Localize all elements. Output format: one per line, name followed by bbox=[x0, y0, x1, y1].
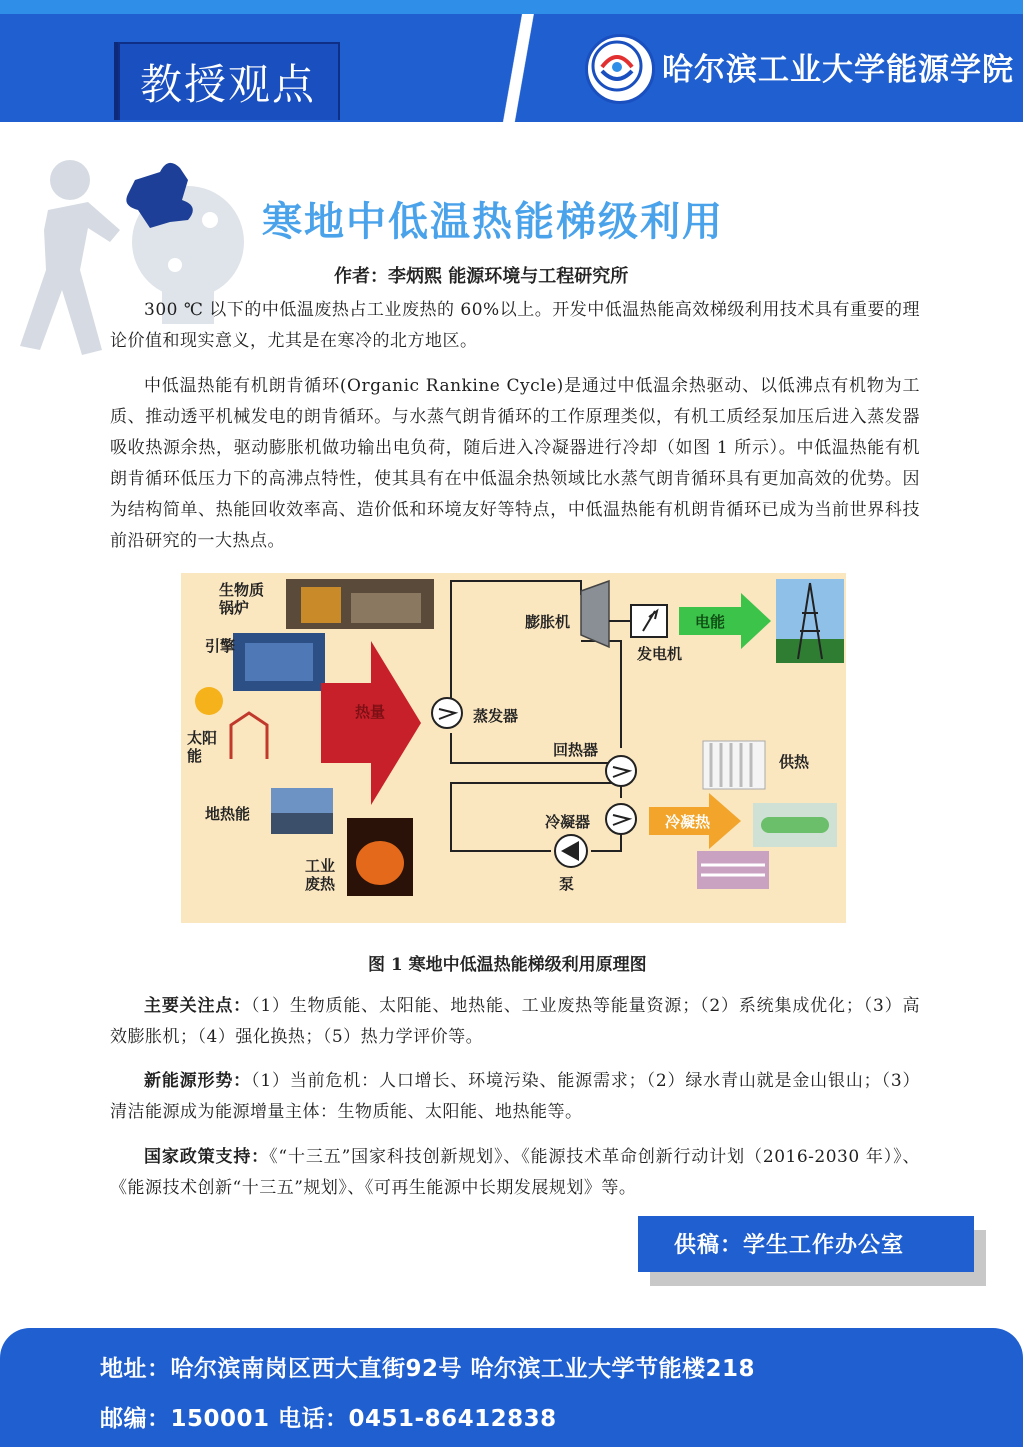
footer-contact: 邮编：150001 电话：0451-86412838 bbox=[100, 1406, 557, 1432]
focus-text: （1）生物质能、太阳能、地热能、工业废热等能量资源；（2）系统集成优化；（3）高效膨胀机；（4）强化换热；（5）热力学评价等。 bbox=[110, 996, 921, 1047]
paragraph-focus bbox=[110, 991, 920, 1053]
label-solar: 太阳能 bbox=[187, 729, 218, 765]
sun-image bbox=[195, 687, 223, 715]
label-regenerator: 回热器 bbox=[553, 741, 599, 759]
focus-label: 主要关注点： bbox=[144, 996, 252, 1016]
label-generator: 发电机 bbox=[637, 645, 683, 663]
policy-label: 国家政策支持： bbox=[144, 1147, 270, 1167]
label-industrial-waste-heat: 工业废热 bbox=[305, 857, 336, 893]
label-engine: 引擎 bbox=[205, 637, 236, 655]
situation-label: 新能源形势： bbox=[144, 1071, 252, 1091]
figure-caption: 图 1 寒地中低温热能梯级利用原理图 bbox=[368, 955, 647, 975]
label-electricity: 电能 bbox=[695, 613, 726, 631]
contributor-box bbox=[638, 1216, 974, 1272]
label-geothermal: 地热能 bbox=[205, 805, 251, 823]
paragraph-orc: 中低温热能有机朗肯循环(Organic Rankine Cycle)是通过中低温余热驱动、以低沸点有机物为工质、推动透平机械发电的朗肯循环。与水蒸气朗肯循环的工作原理类似，有机工质经泵加压后进入蒸发器吸收热源余热，驱动膨胀机做功输出电负荷，随后进入冷凝器进行冷却（如图 1 所示）。中低温热能有机朗肯循环低压力下的高沸点特性，使其具有在中低温余热领域比水蒸气朗肯循环具有更加高效的优势。因为结构简单、热能回收效率高、造价低和环境友好等特点，中低温热能有机朗肯循环已成为当前世界科技前沿研究的一大热点。 bbox=[110, 376, 920, 551]
label-evaporator: 蒸发器 bbox=[473, 707, 519, 725]
section-title: 教授观点 bbox=[140, 60, 317, 109]
footer-banner bbox=[0, 1328, 1023, 1447]
header-top-strip bbox=[0, 0, 1023, 14]
label-expander: 膨胀机 bbox=[525, 613, 571, 631]
label-pump: 泵 bbox=[559, 875, 575, 893]
paragraph-policy bbox=[110, 1142, 920, 1204]
heat-arrow bbox=[321, 641, 421, 805]
label-condensation-heat: 冷凝热 bbox=[665, 813, 711, 831]
header-banner bbox=[0, 0, 1023, 122]
paragraph-intro: 300 ℃ 以下的中低温废热占工业废热的 60%以上。开发中低温热能高效梯级利用技术具有重要的理论价值和现实意义，尤其是在寒冷的北方地区。 bbox=[110, 300, 920, 351]
label-heat: 热量 bbox=[355, 703, 386, 721]
expander-symbol bbox=[581, 581, 609, 647]
footer-address: 地址：哈尔滨南岗区西大直街92号 哈尔滨工业大学节能楼218 bbox=[100, 1356, 756, 1382]
article-title: 寒地中低温热能梯级利用 bbox=[262, 199, 724, 245]
policy-text: 《“十三五”国家科技创新规划》、《能源技术革命创新行动计划（2016-2030 年）》、《能源技术创新“十三五”规划》、《可再生能源中长期发展规划》等。 bbox=[110, 1147, 921, 1198]
institution-name: 哈尔滨工业大学能源学院 bbox=[662, 52, 1014, 88]
tube-bundle-image bbox=[697, 851, 769, 889]
article-author: 作者：李炳熙 能源环境与工程研究所 bbox=[334, 266, 629, 287]
label-biomass-boiler: 生物质锅炉 bbox=[219, 581, 265, 617]
school-logo-icon bbox=[585, 34, 655, 104]
label-heating: 供热 bbox=[779, 753, 810, 771]
label-condenser: 冷凝器 bbox=[545, 813, 591, 831]
situation-text: （1）当前危机：人口增长、环境污染、能源需求；（2）绿水青山就是金山银山；（3）清洁能源成为能源增量主体：生物质能、太阳能、地热能等。 bbox=[110, 1071, 921, 1122]
header-white-stripe bbox=[490, 14, 550, 122]
contributor-text: 供稿：学生工作办公室 bbox=[674, 1233, 905, 1258]
paragraph-situation bbox=[110, 1066, 920, 1128]
orc-principle-diagram bbox=[181, 573, 846, 923]
